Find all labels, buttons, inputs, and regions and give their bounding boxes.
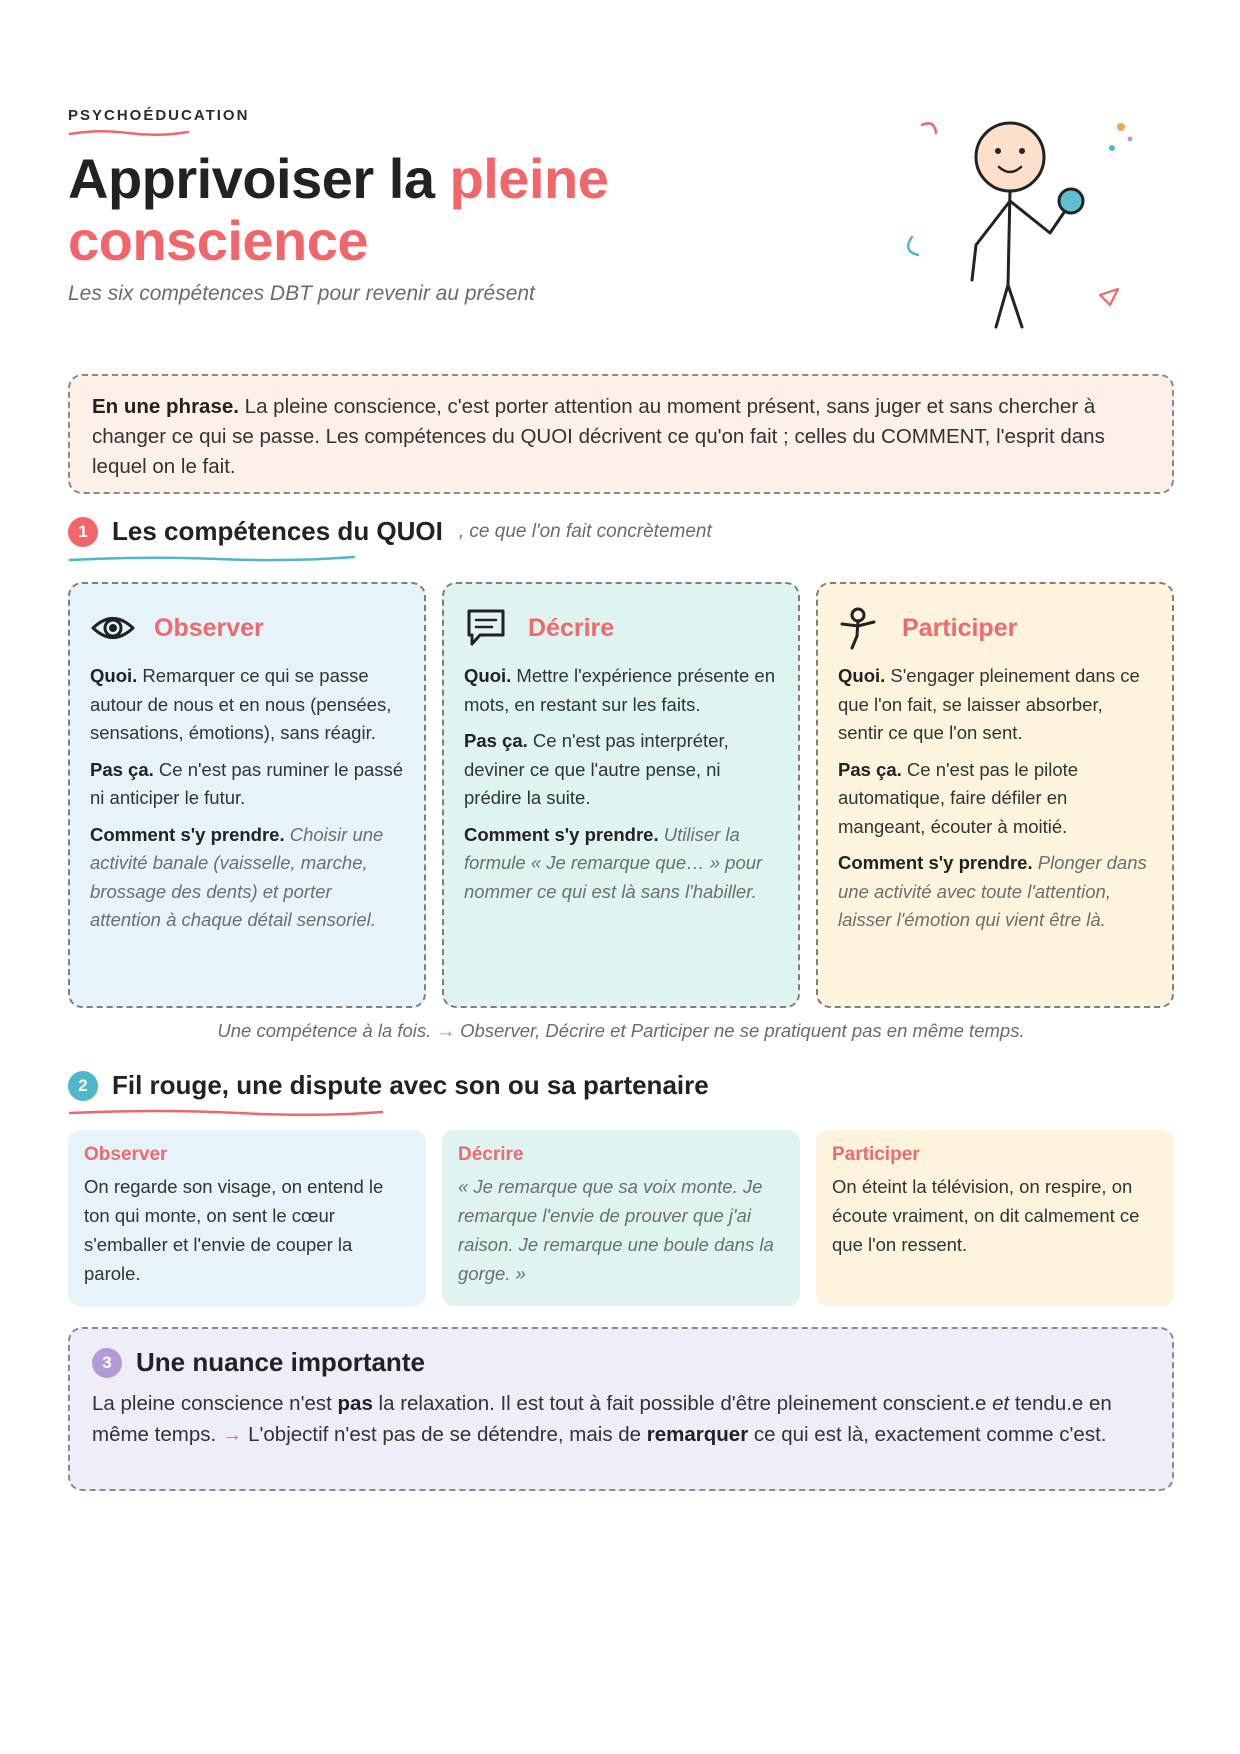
card-header xyxy=(838,606,1152,650)
card-title: Observer xyxy=(154,613,264,642)
example-title: Observer xyxy=(84,1144,168,1165)
card-quoi: Quoi. Mettre l'expérience présente en mots, en restant sur les faits. xyxy=(464,665,775,715)
section-title: Fil rouge, une dispute avec son ou sa partenaire xyxy=(112,1070,709,1100)
eye-icon xyxy=(90,606,138,650)
skill-card-observer xyxy=(68,582,426,1008)
dot-decoration xyxy=(1109,145,1115,151)
title-part: Apprivoiser la xyxy=(68,147,450,210)
kicker: PSYCHOÉDUCATION xyxy=(68,107,250,124)
intro-lead: En une phrase. xyxy=(92,395,239,418)
swirl-decoration-icon xyxy=(922,123,936,133)
dot-decoration xyxy=(1117,123,1125,131)
arrow-icon: → xyxy=(436,1020,455,1041)
card-header xyxy=(90,606,404,650)
example-title: Participer xyxy=(832,1144,920,1165)
skill-card-decrire xyxy=(442,582,800,1008)
section-number-badge: 2 xyxy=(68,1071,98,1101)
title-accent: pleine xyxy=(449,147,609,210)
page-subtitle: Les six compétences DBT pour revenir au présent xyxy=(68,282,535,305)
one-skill-note: Une compétence à la fois. → Observer, Décrire et Participer ne se pratiquent pas en même temps. xyxy=(217,1020,1025,1041)
section-2-header xyxy=(68,1070,709,1101)
section-number-badge: 3 xyxy=(92,1348,122,1378)
card-comment: Comment s'y prendre. Plonger dans une activité avec toute l'attention, laisser l'émotion qui vient être là. xyxy=(838,852,1147,930)
stick-figure-illustration xyxy=(900,105,1160,345)
card-title: Décrire xyxy=(528,613,615,642)
section-2-underline xyxy=(68,1108,386,1118)
face-icon xyxy=(976,123,1044,191)
speech-bubble-icon xyxy=(464,606,512,650)
example-title: Décrire xyxy=(458,1144,524,1165)
card-quoi: Quoi. S'engager pleinement dans ce que l'on fait, se laisser absorber, sentir ce que l'on sent. xyxy=(838,665,1140,743)
section-3-header xyxy=(92,1347,1150,1378)
nuance-box xyxy=(68,1327,1174,1491)
section-1-header xyxy=(68,516,712,547)
kicker-underline xyxy=(68,128,192,138)
card-header xyxy=(464,606,778,650)
title-accent-2: conscience xyxy=(68,209,369,272)
example-card-participer xyxy=(816,1130,1174,1306)
example-text: « Je remarque que sa voix monte. Je remarque l'envie de prouver que j'ai raison. Je remarque une boule dans la gorge. » xyxy=(458,1176,774,1284)
page-title xyxy=(68,148,708,272)
example-text: On éteint la télévision, on respire, on écoute vraiment, on dit calmement ce que l'on ressent. xyxy=(832,1176,1140,1255)
section-1-underline xyxy=(68,554,358,564)
card-pas-ca: Pas ça. Ce n'est pas ruminer le passé ni anticiper le futur. xyxy=(90,758,404,808)
intro-text: La pleine conscience, c'est porter attention au moment présent, sans juger et sans chercher à changer ce qui se passe. Les compétences du QUOI décrivent ce qu'on fait ; celles du COMMENT, l'esprit dans lequel on le fait. xyxy=(92,395,1105,478)
card-pas-ca: Pas ça. Ce n'est pas interpréter, deviner ce que l'autre pense, ni prédire la suite. xyxy=(464,730,729,808)
nuance-text: La pleine conscience n'est pas la relaxation. Il est tout à fait possible d'être pleinement conscient.e et tendu.e en même temps. → L'objectif n'est pas de se détendre, mais de remarquer ce qui est là, exactement comme c'est. xyxy=(92,1392,1112,1446)
section-title: Une nuance importante xyxy=(136,1347,425,1377)
arrow-icon: → xyxy=(221,1423,243,1446)
example-card-decrire xyxy=(442,1130,800,1306)
triangle-decoration-icon xyxy=(1100,289,1118,305)
example-text: On regarde son visage, on entend le ton qui monte, on sent le cœur s'emballer et l'envie de couper la parole. xyxy=(84,1176,384,1284)
section-number-badge: 1 xyxy=(68,517,98,547)
dancing-figure-icon xyxy=(838,606,886,650)
section-subtitle: , ce que l'on fait concrètement xyxy=(458,520,712,542)
card-pas-ca: Pas ça. Ce n'est pas le pilote automatique, faire défiler en mangeant, écouter à moitié. xyxy=(838,758,1079,837)
card-comment: Comment s'y prendre. Choisir une activité banale (vaisselle, marche, brossage des dents) et porter attention à chaque détail sensoriel. xyxy=(90,823,384,930)
intro-box xyxy=(68,374,1174,494)
ball-icon xyxy=(1059,189,1083,213)
card-comment: Comment s'y prendre. Utiliser la formule « Je remarque que… » pour nommer ce qui est là sans l'habiller. xyxy=(464,823,763,902)
example-card-observer xyxy=(68,1130,426,1306)
skill-card-participer xyxy=(816,582,1174,1008)
card-quoi: Quoi. Remarquer ce qui se passe autour de nous et en nous (pensées, sensations, émotions), sans réagir. xyxy=(90,665,392,743)
card-title: Participer xyxy=(902,613,1018,642)
moon-decoration-icon xyxy=(908,237,918,255)
section-title: Les compétences du QUOI xyxy=(112,516,443,546)
dot-decoration xyxy=(1128,137,1133,142)
